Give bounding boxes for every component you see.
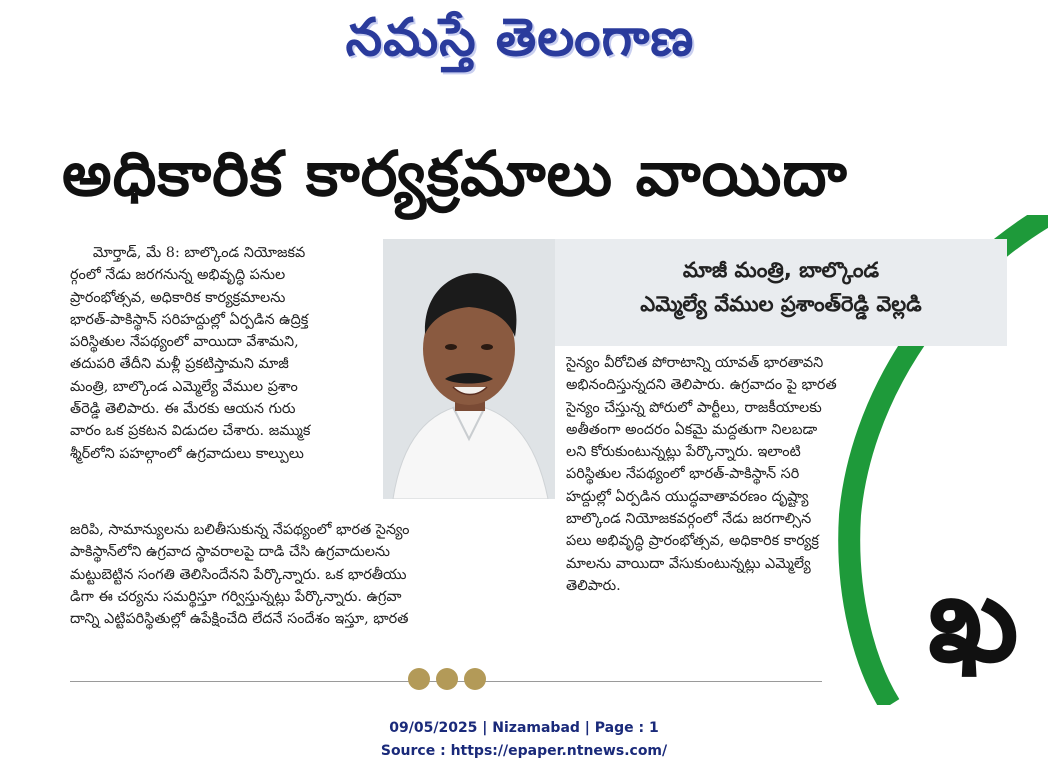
divider-dot bbox=[464, 668, 486, 690]
sub-headline-deck bbox=[555, 239, 1007, 346]
text-line: శ్మీర్‌లోని పహల్గాంలో ఉగ్రవాదులు కాల్పులు bbox=[70, 445, 304, 462]
article-column-right bbox=[566, 352, 914, 597]
text-line: సైన్యం వీరోచిత పోరాటాన్ని యావత్ భారతావని bbox=[566, 355, 824, 371]
text-line: అతీతంగా అందరం ఏకమై మద్దతుగా నిలబడా bbox=[566, 421, 818, 438]
text-line: మంత్రి, బాల్కొండ ఎమ్మెల్యే వేముల ప్రశాం bbox=[70, 378, 298, 395]
footer-source: Source : https://epaper.ntnews.com/ bbox=[380, 743, 668, 759]
text-line: ర్గంలో నేడు జరగనున్న అభివృద్ధి పనుల bbox=[70, 267, 286, 284]
text-line: భారత్-పాకిస్థాన్ సరిహద్దుల్లో ఏర్పడిన ఉద్రిక్త bbox=[70, 311, 309, 328]
text-line: మాలను వాయిదా వేసుకుంటున్నట్లు ఎమ్మెల్యే bbox=[566, 555, 811, 572]
text-line: జరిపి, సామాన్యులను బలితీసుకున్న నేపథ్యంలో భారత సైన్యం bbox=[70, 522, 410, 538]
text-line: లని కోరుకుంటున్నట్లు పేర్కొన్నారు. ఇలాంటి bbox=[566, 444, 801, 461]
deck-line-2: ఎమ్మెల్యే వేముల ప్రశాంత్‌రెడ్డి వెల్లడి bbox=[640, 292, 922, 316]
text-line: దాన్ని ఎట్టిపరిస్థితుల్లో ఉపేక్షించేది లేదనే సందేశం ఇస్తూ, భారత bbox=[70, 611, 409, 628]
newspaper-masthead: నమస్తే తెలంగాణ bbox=[345, 8, 695, 68]
text-line: బాల్కొండ నియోజకవర్గంలో నేడు జరగాల్సిన bbox=[566, 511, 812, 528]
text-line: తెలిపారు. bbox=[566, 577, 621, 594]
text-line: త్‌రెడ్డి తెలిపారు. ఈ మేరకు ఆయన గురు bbox=[70, 401, 296, 418]
text-line: పలు అభివృద్ధి ప్రారంభోత్సవ, అధికారిక కార్యక్ర bbox=[566, 533, 819, 550]
portrait-photo bbox=[383, 239, 555, 499]
text-line: మోర్తాడ్, మే 8: బాల్కొండ నియోజకవ bbox=[70, 245, 306, 261]
divider-dot bbox=[436, 668, 458, 690]
text-line: పరిస్థితుల నేపథ్యంలో భారత్-పాకిస్థాన్ సరి bbox=[566, 466, 800, 483]
text-line: హద్దుల్లో ఏర్పడిన యుద్ధవాతావరణం దృష్ట్యా bbox=[566, 488, 809, 505]
advertisement-fragment: ఖ bbox=[928, 550, 1019, 689]
article-column-left-top bbox=[70, 242, 378, 465]
footer-date-edition: 09/05/2025 | Nizamabad | Page : 1 bbox=[389, 720, 659, 736]
article-column-left-bottom bbox=[70, 519, 484, 630]
divider-dot bbox=[408, 668, 430, 690]
text-line: అభినందిస్తున్నదని తెలిపారు. ఉగ్రవాదం పై భారత bbox=[566, 377, 837, 394]
portrait-photo-icon bbox=[383, 239, 555, 499]
text-line: పరిస్థితుల నేపథ్యంలో వాయిదా వేశామని, bbox=[70, 334, 299, 351]
divider-dots-icon bbox=[408, 668, 490, 694]
headline: అధికారిక కార్యక్రమాలు వాయిదా bbox=[62, 137, 848, 210]
text-line: మట్టుబెట్టిన సంగతి తెలిసిందేనని పేర్కొన్నారు. ఒక భారతీయు bbox=[70, 566, 407, 583]
text-line: డిగా ఈ చర్యను సమర్థిస్తూ గర్విస్తున్నట్లు పేర్కొన్నారు. ఉగ్రవా bbox=[70, 588, 402, 605]
text-line: వారం ఒక ప్రకటన విడుదల చేశారు. జమ్ముక bbox=[70, 423, 311, 440]
text-line: సైన్యం చేస్తున్న పోరులో పార్టీలు, రాజకీయాలకు bbox=[566, 399, 822, 416]
text-line: తదుపరి తేదీని మళ్లీ ప్రకటిస్తామని మాజీ bbox=[70, 356, 289, 373]
text-line: పాకిస్థాన్‌లోని ఉగ్రవాద స్థావరాలపై దాడి చేసి ఉగ్రవాదులను bbox=[70, 544, 390, 561]
deck-line-1: మాజీ మంత్రి, బాల్కొండ bbox=[682, 258, 880, 282]
text-line: ప్రారంభోత్సవ, అధికారిక కార్యక్రమాలను bbox=[70, 289, 286, 306]
